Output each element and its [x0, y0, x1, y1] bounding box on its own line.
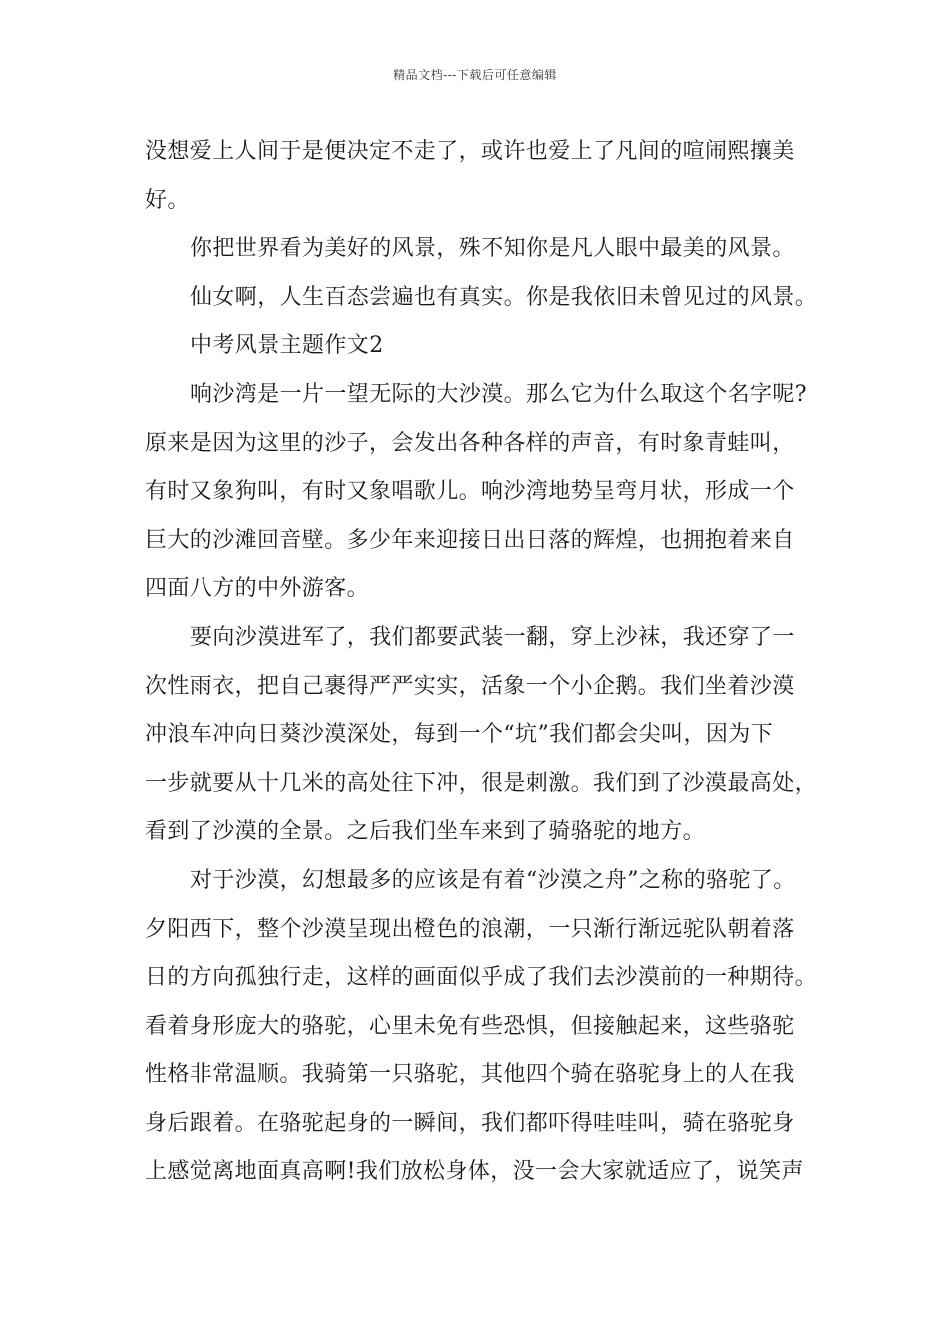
text-line: 次性雨衣，把自己裹得严严实实，活象一个小企鹅。我们坐着沙漠	[145, 673, 795, 699]
text-line: 性格非常温顺。我骑第一只骆驼，其他四个骑在骆驼身上的人在我	[145, 1062, 795, 1088]
text-line: 看到了沙漠的全景。之后我们坐车来到了骑骆驼的地方。	[145, 819, 706, 845]
article-body	[145, 128, 821, 1197]
page-header: 精品文档---下载后可任意编辑	[393, 68, 557, 82]
text-line: 好。	[145, 187, 190, 213]
text-line: 原来是因为这里的沙子，会发出各种各样的声音，有时象青蛙叫，	[145, 430, 795, 456]
text-line: 看着身形庞大的骆驼，心里未免有些恐惧，但接触起来，这些骆驼	[145, 1013, 795, 1039]
section-title: 中考风景主题作文2	[190, 333, 384, 359]
paragraph-start: 仙女啊，人生百态尝遍也有真实。你是我依旧未曾见过的风景。	[190, 284, 818, 310]
text-line: 巨大的沙滩回音壁。多少年来迎接日出日落的辉煌，也拥抱着来自	[145, 527, 795, 553]
text-line: 有时又象狗叫，有时又象唱歌儿。响沙湾地势呈弯月状，形成一个	[145, 479, 795, 505]
paragraph-start: 响沙湾是一片一望无际的大沙漠。那么它为什么取这个名字呢?	[190, 381, 807, 407]
text-line: 一步就要从十几米的高处往下冲，很是刺激。我们到了沙漠最高处，	[145, 770, 818, 796]
text-line: 冲浪车冲向日葵沙漠深处，每到一个“坑”我们都会尖叫，因为下	[145, 722, 774, 748]
text-line: 没想爱上人间于是便决定不走了，或许也爱上了凡间的喧闹熙攘美	[145, 139, 795, 164]
text-line: 日的方向孤独行走，这样的画面似乎成了我们去沙漠前的一种期待。	[145, 965, 818, 991]
text-line: 身后跟着。在骆驼起身的一瞬间，我们都吓得哇哇叫，骑在骆驼身	[145, 1110, 795, 1136]
text-line: 上感觉离地面真高啊!我们放松身体，没一会大家就适应了，说笑声	[145, 1159, 804, 1185]
text-line: 夕阳西下，整个沙漠呈现出橙色的浪潮，一只渐行渐远驼队朝着落	[145, 916, 795, 942]
paragraph-start: 你把世界看为美好的风景，殊不知你是凡人眼中最美的风景。	[190, 236, 795, 262]
paragraph-start: 对于沙漠，幻想最多的应该是有着“沙漠之舟”之称的骆驼了。	[190, 867, 796, 893]
paragraph-start: 要向沙漠进军了，我们都要武装一翻，穿上沙袜，我还穿了一	[190, 624, 795, 650]
text-line: 四面八方的中外游客。	[145, 576, 370, 602]
